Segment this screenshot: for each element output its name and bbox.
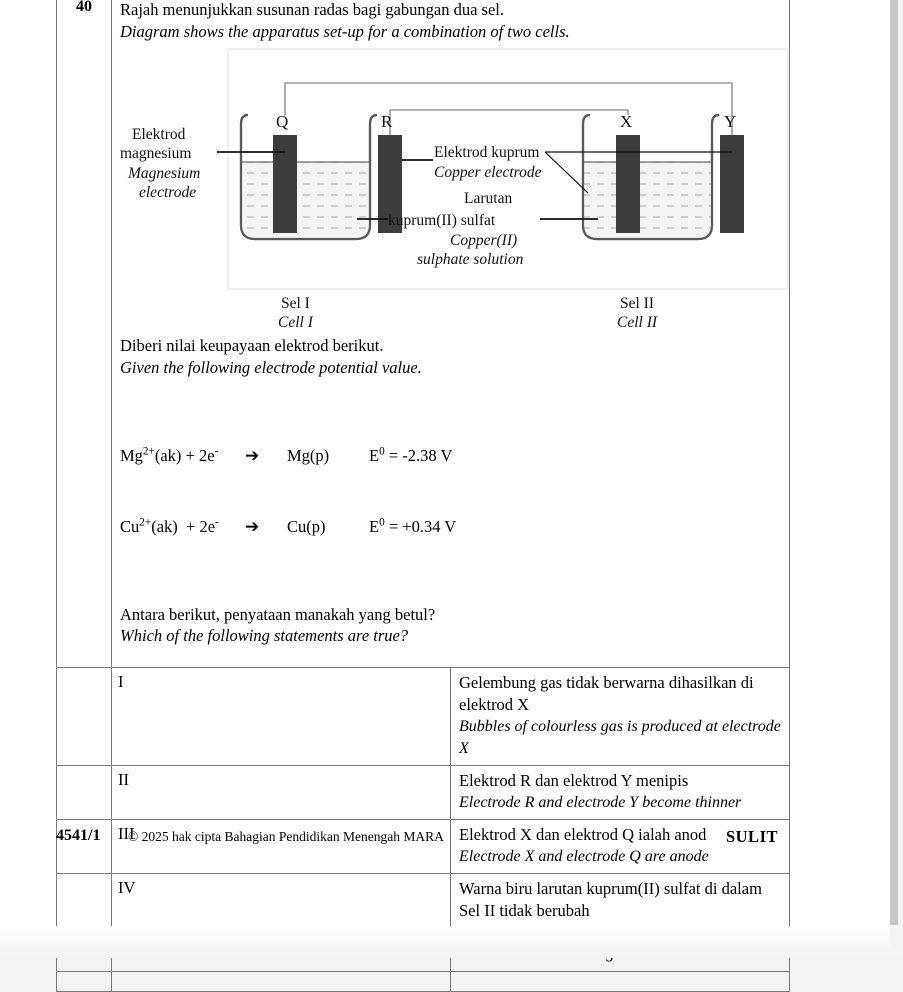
caption-cell-1-english: Cell I <box>278 313 313 331</box>
page-bottom-shadow <box>0 926 890 958</box>
label-solution-line1: Larutan <box>464 189 513 207</box>
option-3-malay: Elektrod X dan elektrod Q ialah anod <box>459 825 707 845</box>
caption-cell-2-malay: Sel II <box>620 294 655 312</box>
stem-english: Diagram shows the apparatus set-up for a combination of two cells. <box>120 21 570 41</box>
option-3-roman: III <box>118 824 135 844</box>
option-1-malay: Gelembung gas tidak berwarna dihasilkan di elektrod X <box>459 673 754 715</box>
caption-cell-1-malay: Sel I <box>281 294 310 312</box>
given-english: Given the following electrode potential value. <box>120 357 422 377</box>
question-prompt-english: Which of the following statements are true? <box>120 626 409 646</box>
equation-row-cu <box>120 515 781 539</box>
label-solution-line4: sulphate solution <box>417 250 524 268</box>
option-row-1[interactable] <box>57 668 790 765</box>
question-main-row <box>57 0 790 668</box>
equation-cu-arrow: ➔ <box>245 516 260 536</box>
equation-row-mg <box>120 444 781 468</box>
footer-copyright: © 2025 hak cipta Bahagian Pendidikan Menengah MARA <box>128 829 444 844</box>
label-solution-line3: Copper(II) <box>450 231 518 249</box>
equation-cu-potential: $E^0 = +0.34$ V <box>369 516 457 536</box>
beaker-cell-1 <box>241 115 377 239</box>
beaker-cell-2 <box>583 115 719 239</box>
option-2-text-cell[interactable] <box>451 765 790 819</box>
electrode-label-r: R <box>381 111 393 131</box>
label-copper-electrode-english: Copper electrode <box>434 163 542 181</box>
solution-cell-2 <box>583 162 712 239</box>
equation-mg-rhs: Mg(p) <box>287 445 330 465</box>
question-body-cell <box>112 0 790 668</box>
label-copper-electrode-malay: Elektrod kuprum <box>434 143 540 161</box>
scrollbar-thumb[interactable] <box>890 0 898 925</box>
question-body <box>112 0 789 667</box>
option-row-2[interactable] <box>57 765 790 819</box>
question-prompt-malay: Antara berikut, penyataan manakah yang betul? <box>120 604 436 624</box>
blank-roman-cell <box>112 971 451 991</box>
table-blank-row <box>57 971 790 991</box>
label-magnesium-line4: electrode <box>139 183 197 201</box>
equation-mg-lhs: $Mg^{2+}(ak) + 2e^-$ <box>120 445 219 465</box>
stem-malay: Rajah menunjukkan susunan radas bagi gabungan dua sel. <box>120 0 504 19</box>
label-magnesium-line1: Elektrod <box>132 125 186 143</box>
option-1-text-cell[interactable] <box>451 668 790 765</box>
blank-text-cell <box>451 971 790 991</box>
scrollbar-track[interactable] <box>890 0 903 958</box>
electrode-label-q: Q <box>276 111 289 131</box>
solution-cell-1 <box>241 162 370 239</box>
footer-status: SULIT <box>725 827 778 846</box>
electrode-label-y: Y <box>724 111 737 131</box>
electrode-q <box>273 135 297 233</box>
label-magnesium-line2: magnesium <box>120 144 192 162</box>
option-2-left-cell <box>57 765 112 819</box>
label-magnesium-line3: Magnesium <box>128 164 201 182</box>
label-solution-line2: kuprum(II) sulfat <box>388 211 496 229</box>
option-2-malay: Elektrod R dan elektrod Y menipis <box>459 770 689 790</box>
electrode-x <box>616 135 640 233</box>
option-1-left-cell <box>57 668 112 765</box>
apparatus-diagram <box>120 47 792 331</box>
page-footer <box>56 827 790 853</box>
option-4-malay: Warna biru larutan kuprum(II) sulfat di dalam Sel II tidak berubah <box>459 879 762 921</box>
equation-cu-lhs: $Cu^{2+}(ak) + 2e^-$ <box>120 516 219 536</box>
equation-mg-arrow: ➔ <box>245 445 260 465</box>
option-1-roman-cell <box>112 668 451 765</box>
option-3-english: Electrode X and electrode Q are anode <box>459 847 709 865</box>
equation-cu-rhs: Cu(p) <box>287 516 326 536</box>
option-2-roman-cell <box>112 765 451 819</box>
blank-left-cell <box>57 971 112 991</box>
electrode-y <box>720 135 744 233</box>
electrode-potential-equations <box>120 397 781 586</box>
option-4-roman: IV <box>118 878 136 898</box>
option-2-roman: II <box>118 769 129 789</box>
option-1-roman: I <box>118 672 124 692</box>
option-2-text <box>451 766 789 819</box>
question-number: 40 <box>76 0 92 15</box>
footer-paper-code: 4541/1 <box>56 827 101 844</box>
option-1-text <box>451 668 789 764</box>
equation-mg-potential: $E^0 = -2.38$ V <box>369 445 453 465</box>
leader-copper-electrode-diagonal <box>545 152 588 193</box>
option-2-english: Electrode R and electrode Y become thinner <box>459 793 742 811</box>
given-malay: Diberi nilai keupayaan elektrod berikut. <box>120 335 384 355</box>
caption-cell-2-english: Cell II <box>617 313 658 331</box>
electrode-label-x: X <box>620 111 633 131</box>
question-number-cell <box>57 0 112 668</box>
option-1-english: Bubbles of colourless gas is produced at electrode X <box>459 718 781 757</box>
